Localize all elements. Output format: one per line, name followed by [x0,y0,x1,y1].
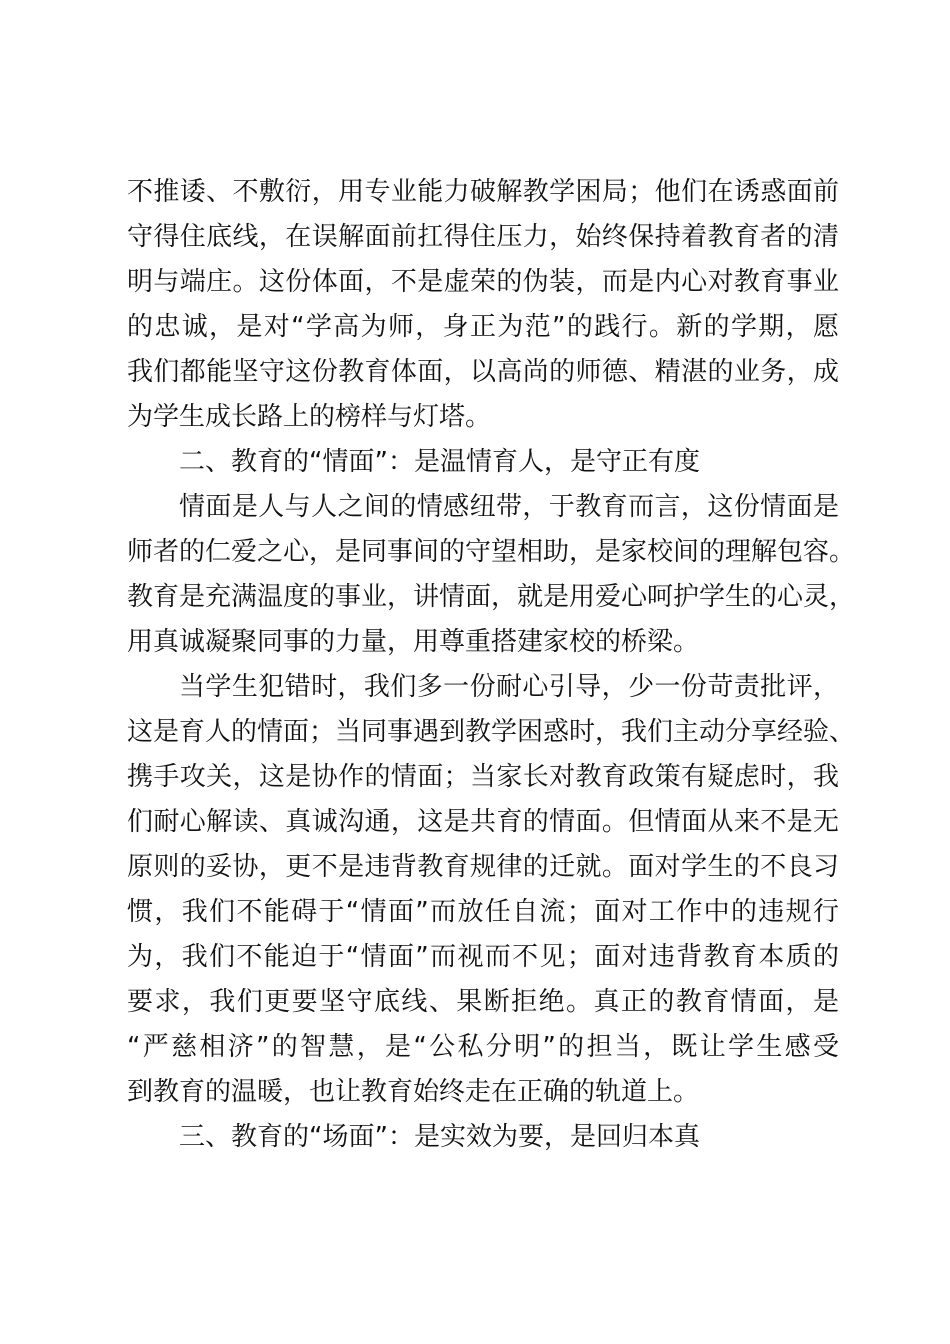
paragraph-line: 这是育人的情面；当同事遇到教学困惑时，我们主动分享经验、 [127,717,856,747]
paragraph-line: 师者的仁爱之心，是同事间的守望相助，是家校间的理解包容。 [127,537,856,567]
paragraph-line: 情面是人与人之间的情感纽带，于教育而言，这份情面是 [179,492,839,522]
paragraph-line: 携手攻关，这是协作的情面；当家长对教育政策有疑虑时，我 [127,762,839,792]
paragraph-line: 不推诿、不敷衍，用专业能力破解教学困局；他们在诱惑面前 [127,177,839,207]
paragraph-line: 要求，我们更要坚守底线、果断拒绝。真正的教育情面，是 [127,987,839,1017]
paragraph-line: 惯，我们不能碍于“情面”而放任自流；面对工作中的违规行 [127,897,839,927]
paragraph-line: 我们都能坚守这份教育体面，以高尚的师德、精湛的业务，成 [127,357,839,387]
paragraph-line: 到教育的温暖，也让教育始终走在正确的轨道上。 [127,1077,700,1107]
paragraph-line: 们耐心解读、真诚沟通，这是共育的情面。但情面从来不是无 [127,807,839,837]
section-heading-2: 二、教育的“情面”：是温情育人，是守正有度 [179,447,700,477]
paragraph-line: 明与端庄。这份体面，不是虚荣的伪装，而是内心对教育事业 [127,267,839,297]
section-heading-3: 三、教育的“场面”：是实效为要，是回归本真 [179,1122,700,1152]
paragraph-line: 教育是充满温度的事业，讲情面，就是用爱心呵护学生的心灵， [127,582,856,612]
paragraph-line: 当学生犯错时，我们多一份耐心引导，少一份苛责批评， [179,672,839,702]
paragraph-line: 用真诚凝聚同事的力量，用尊重搭建家校的桥梁。 [127,627,700,657]
paragraph-line: 为，我们不能迫于“情面”而视而不见；面对违背教育本质的 [127,942,839,972]
paragraph-line: 守得住底线，在误解面前扛得住压力，始终保持着教育者的清 [127,222,839,252]
paragraph-line: “严慈相济”的智慧，是“公私分明”的担当，既让学生感受 [127,1032,839,1062]
paragraph-line: 原则的妥协，更不是违背教育规律的迁就。面对学生的不良习 [127,852,839,882]
paragraph-line: 的忠诚，是对“学高为师，身正为范”的践行。新的学期，愿 [127,312,839,342]
document-body [127,170,856,1160]
paragraph-line: 为学生成长路上的榜样与灯塔。 [127,402,492,432]
